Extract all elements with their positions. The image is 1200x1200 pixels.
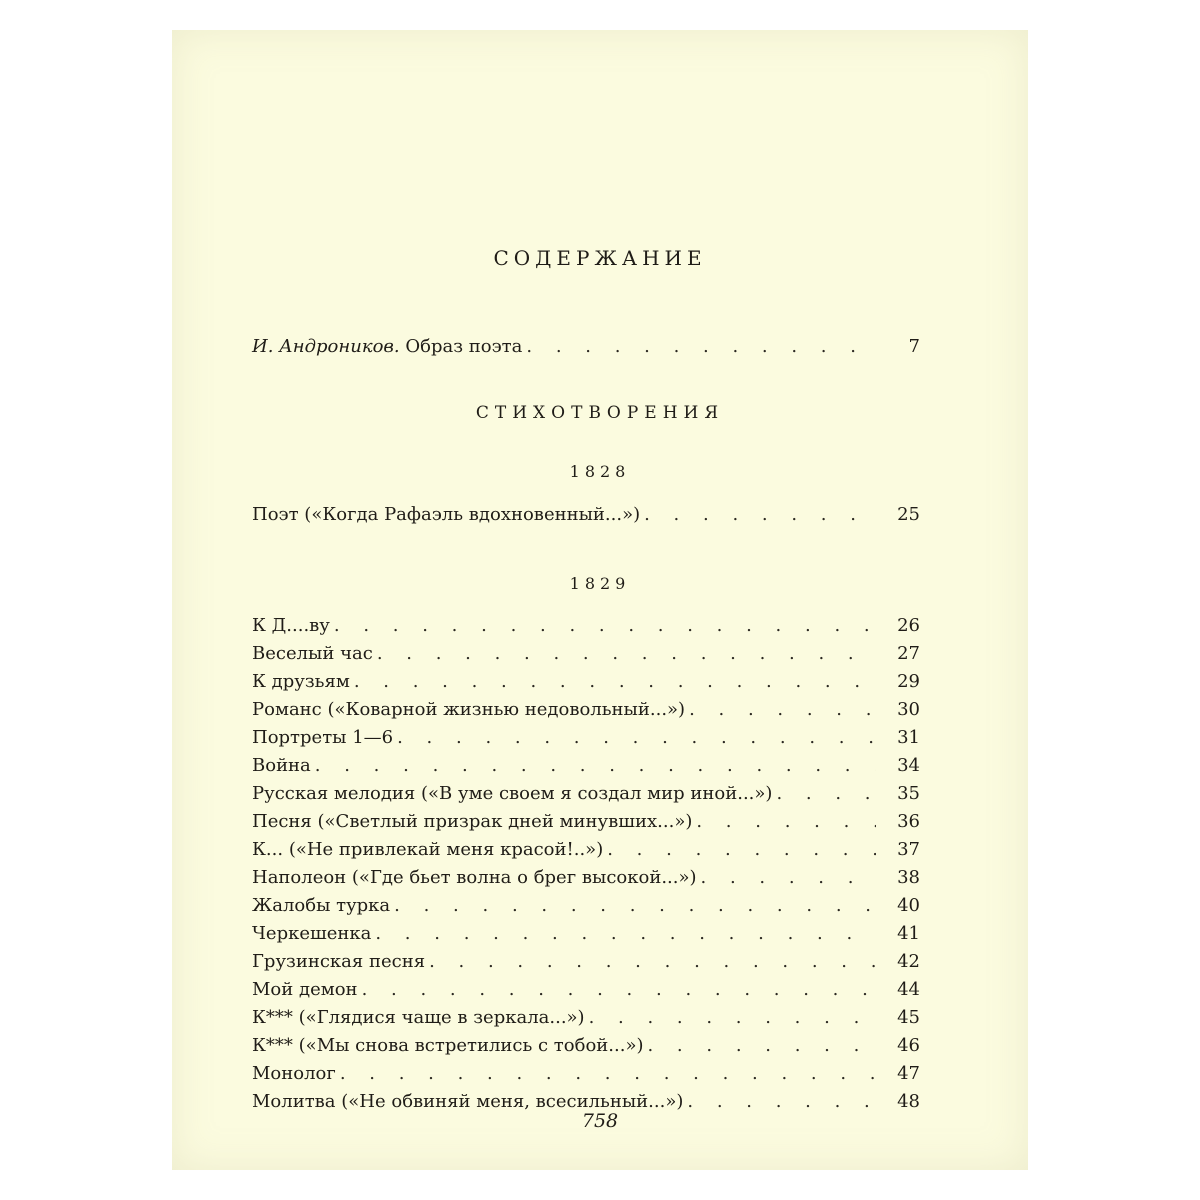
leader-dots: [701, 867, 876, 888]
toc-entry-title: Монолог: [252, 1063, 336, 1084]
toc-page-number: 27: [897, 643, 920, 664]
leader-dots: [397, 727, 876, 748]
leader-dots: [644, 504, 876, 525]
toc-page-number: 31: [897, 727, 920, 748]
toc-entry: [252, 699, 920, 727]
toc-page-number: 41: [897, 923, 920, 944]
leader-dots: [377, 643, 876, 664]
toc-entry-title: Война: [252, 755, 311, 776]
toc-entry: [252, 979, 920, 1007]
leader-dots: [687, 1091, 876, 1112]
toc-entry-title: Песня («Светлый призрак дней минувших...»): [252, 811, 693, 832]
toc-page-number: 48: [897, 1091, 920, 1112]
intro-author: И. Андроников.: [252, 336, 400, 357]
toc-entry: [252, 643, 920, 671]
toc-entry-title: К*** («Мы снова встретились с тобой...»): [252, 1035, 644, 1056]
contents-heading: СОДЕРЖАНИЕ: [493, 246, 707, 270]
toc-entry-title: К Д....ву: [252, 615, 330, 636]
toc-entry-title: Поэт («Когда Рафаэль вдохновенный...»): [252, 504, 641, 525]
leader-dots: [340, 1063, 876, 1084]
toc-page-number: 30: [897, 699, 920, 720]
toc-entry: [252, 1007, 920, 1035]
toc-entry: [252, 671, 920, 699]
toc-entry: [252, 895, 920, 923]
toc-entry: [252, 839, 920, 867]
toc-entry: [252, 783, 920, 811]
toc-entry-title: Грузинская песня: [252, 951, 426, 972]
book-page: [172, 30, 1028, 1170]
toc-entry-title: К*** («Глядися чаще в зеркала...»): [252, 1007, 585, 1028]
toc-entry-title: Наполеон («Где бьет волна о брег высокой...»): [252, 867, 697, 888]
leader-dots: [375, 923, 876, 944]
toc-page-number: 29: [897, 671, 920, 692]
toc-page-number: 7: [908, 336, 920, 357]
toc-page-number: 34: [897, 755, 920, 776]
leader-dots: [334, 615, 876, 636]
toc-entry: [252, 1035, 920, 1063]
toc-page-number: 26: [897, 615, 920, 636]
leader-dots: [607, 839, 876, 860]
toc-entry: [252, 727, 920, 755]
toc-page-number: 45: [897, 1007, 920, 1028]
leader-dots: [689, 699, 876, 720]
toc-entry: [252, 867, 920, 895]
leader-dots: [394, 895, 876, 916]
toc-entry-title: Веселый час: [252, 643, 373, 664]
toc-entry: [252, 923, 920, 951]
leader-dots: [315, 755, 876, 776]
toc-entry: [252, 951, 920, 979]
toc-entry-title: Черкешенка: [252, 923, 372, 944]
toc-page-number: 47: [897, 1063, 920, 1084]
leader-dots: [429, 951, 876, 972]
toc-entry-intro: [252, 336, 920, 364]
leader-dots: [354, 671, 876, 692]
toc-entry: [252, 811, 920, 839]
toc-page-number: 38: [897, 867, 920, 888]
toc-entry-title: К... («Не привлекай меня красой!..»): [252, 839, 604, 860]
page-number: 758: [581, 1110, 619, 1132]
leader-dots: [362, 979, 876, 1000]
toc-entry-title: Жалобы турка: [252, 895, 391, 916]
toc-entry-title: К друзьям: [252, 671, 350, 692]
toc-entry: [252, 755, 920, 783]
toc-entry-title: Молитва («Не обвиняй меня, всесильный...»): [252, 1091, 684, 1112]
toc-page-number: 37: [897, 839, 920, 860]
toc-page-number: 40: [897, 895, 920, 916]
toc-page-number: 46: [897, 1035, 920, 1056]
toc-entry-title: Портреты 1—6: [252, 727, 394, 748]
toc-page-number: 36: [897, 811, 920, 832]
toc-entry: [252, 1063, 920, 1091]
toc-page-number: 25: [897, 504, 920, 525]
leader-dots: [776, 783, 876, 804]
toc-entry-title: Русская мелодия («В уме своем я создал мир иной...»): [252, 783, 773, 804]
toc-entry: [252, 615, 920, 643]
toc-page-number: 44: [897, 979, 920, 1000]
section-title: СТИХОТВОРЕНИЯ: [475, 403, 725, 423]
leader-dots: [526, 336, 876, 357]
toc-entry-title: Мой демон: [252, 979, 358, 1000]
leader-dots: [647, 1035, 876, 1056]
toc-entry: [252, 504, 920, 532]
year-heading-1828: 1828: [569, 462, 631, 481]
toc-entry-title: Романс («Коварной жизнью недовольный...»): [252, 699, 686, 720]
leader-dots: [696, 811, 876, 832]
year-heading-1829: 1829: [569, 574, 631, 593]
toc-page-number: 42: [897, 951, 920, 972]
intro-title: Образ поэта: [405, 336, 523, 357]
leader-dots: [589, 1007, 876, 1028]
toc-page-number: 35: [897, 783, 920, 804]
